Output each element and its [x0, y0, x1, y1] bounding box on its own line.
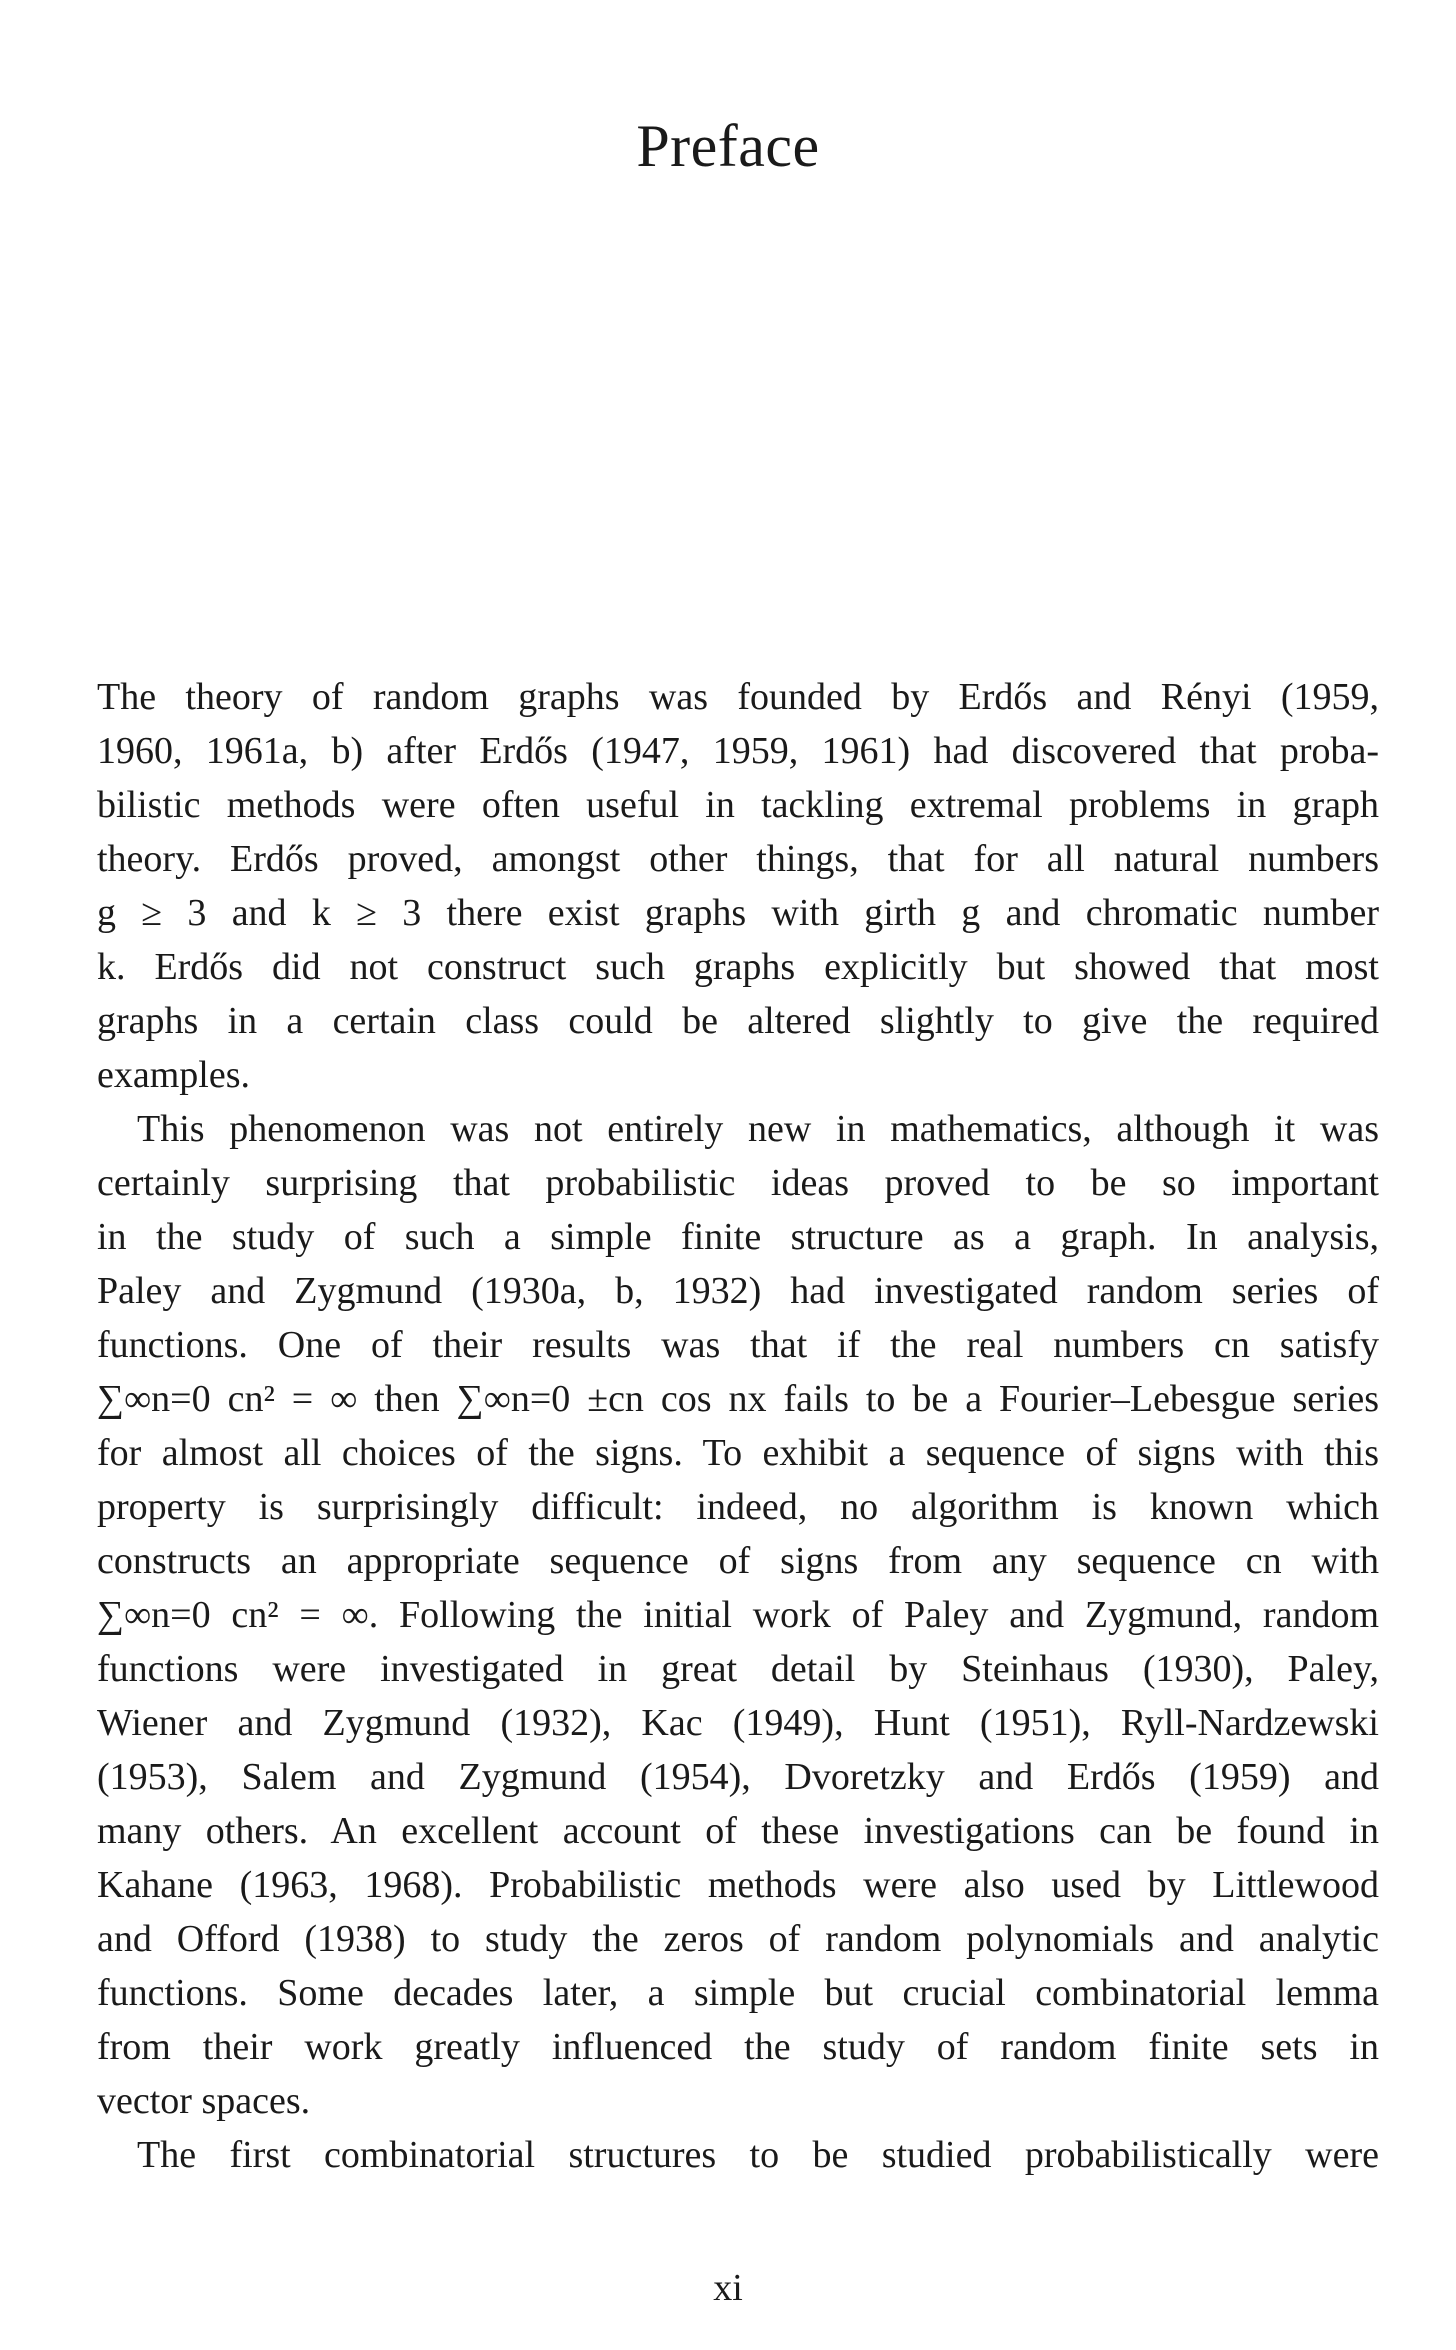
page-title: Preface — [636, 113, 820, 179]
page-number: xi — [713, 2267, 743, 2309]
text-line: Wiener and Zygmund (1932), Kac (1949), Hunt (1951), Ryll-Nardzewski — [97, 1702, 1379, 1744]
text-line: examples. — [97, 1054, 251, 1096]
text-line: graphs in a certain class could be altered slightly to give the required — [97, 1000, 1379, 1042]
text-line: (1953), Salem and Zygmund (1954), Dvoretzky and Erdős (1959) and — [97, 1756, 1379, 1798]
paragraph-1 — [97, 670, 1379, 1102]
text-line: and Offord (1938) to study the zeros of random polynomials and analytic — [97, 1918, 1379, 1960]
preface-body — [97, 670, 1379, 2182]
text-line: theory. Erdős proved, amongst other things, that for all natural numbers — [97, 838, 1379, 880]
text-line: functions were investigated in great detail by Steinhaus (1930), Paley, — [97, 1648, 1379, 1690]
text-line: many others. An excellent account of these investigations can be found in — [97, 1810, 1379, 1852]
text-line: in the study of such a simple finite structure as a graph. In analysis, — [97, 1216, 1379, 1258]
text-line: from their work greatly influenced the study of random finite sets in — [97, 2026, 1379, 2068]
text-line: The first combinatorial structures to be studied probabilistically were — [137, 2134, 1379, 2176]
text-line: 1960, 1961a, b) after Erdős (1947, 1959, 1961) had discovered that proba- — [97, 730, 1379, 772]
text-line: constructs an appropriate sequence of signs from any sequence cn with — [97, 1540, 1379, 1582]
text-line: k. Erdős did not construct such graphs explicitly but showed that most — [97, 946, 1379, 988]
paragraph-3 — [97, 2128, 1379, 2182]
text-line: bilistic methods were often useful in tackling extremal problems in graph — [97, 784, 1379, 826]
text-line: vector spaces. — [97, 2080, 311, 2122]
text-line: ∑∞n=0 cn² = ∞ then ∑∞n=0 ±cn cos nx fails to be a Fourier–Lebesgue series — [97, 1378, 1379, 1420]
text-line: property is surprisingly difficult: indeed, no algorithm is known which — [97, 1486, 1379, 1528]
text-line: certainly surprising that probabilistic ideas proved to be so important — [97, 1162, 1379, 1204]
text-line: Kahane (1963, 1968). Probabilistic methods were also used by Littlewood — [97, 1864, 1379, 1906]
text-line: g ≥ 3 and k ≥ 3 there exist graphs with girth g and chromatic number — [97, 892, 1379, 934]
text-line: for almost all choices of the signs. To exhibit a sequence of signs with this — [97, 1432, 1379, 1474]
text-line: functions. One of their results was that if the real numbers cn satisfy — [97, 1324, 1379, 1366]
text-line: The theory of random graphs was founded by Erdős and Rényi (1959, — [97, 676, 1379, 718]
text-line: functions. Some decades later, a simple but crucial combinatorial lemma — [97, 1972, 1379, 2014]
text-line: ∑∞n=0 cn² = ∞. Following the initial work of Paley and Zygmund, random — [97, 1594, 1379, 1636]
text-line: This phenomenon was not entirely new in mathematics, although it was — [137, 1108, 1379, 1150]
paragraph-2 — [97, 1102, 1379, 2128]
text-line: Paley and Zygmund (1930a, b, 1932) had investigated random series of — [97, 1270, 1379, 1312]
